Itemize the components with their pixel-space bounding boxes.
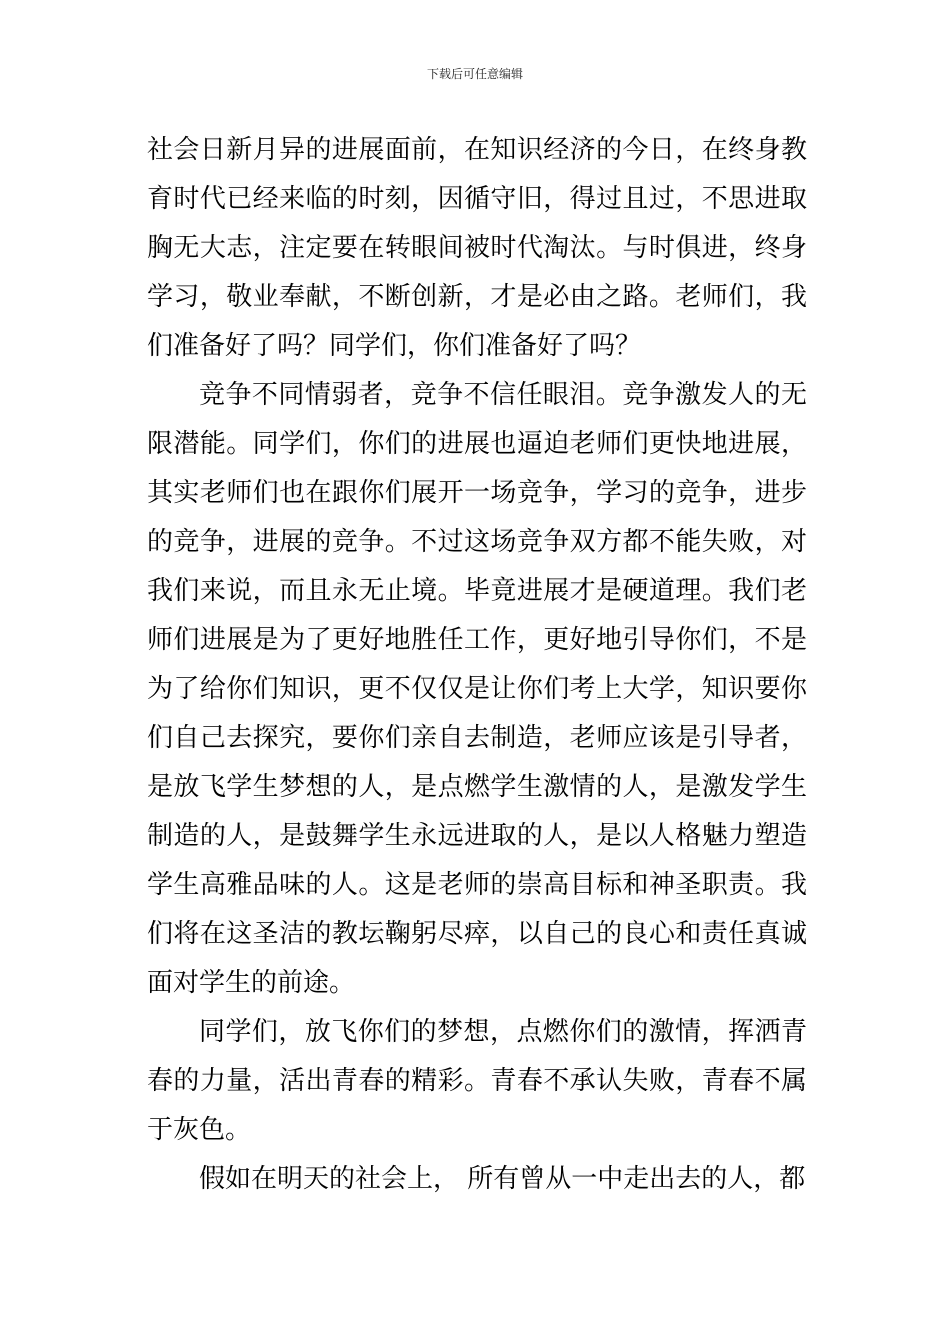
paragraph-4: 假如在明天的社会上， 所有曾从一中走出去的人，都: [199, 1164, 806, 1194]
paragraph-1: 社会日新月异的进展面前，在知识经济的今日，在终身教育时代已经来临的时刻，因循守旧，得过且过，不思进取胸无大志，注定要在转眼间被时代淘汰。与时俱进，终身学习，敬业奉献，不断创新，才是必由之路。老师们，我们准备好了吗？同学们，你们准备好了吗？: [147, 135, 807, 361]
paragraph-3: 同学们，放飞你们的梦想，点燃你们的激情，挥洒青春的力量，活出青春的精彩。青春不承认失败，青春不属于灰色。: [147, 1017, 807, 1145]
page-header: 下载后可任意编辑: [426, 67, 523, 81]
paragraph-2: 竞争不同情弱者，竞争不信任眼泪。竞争激发人的无限潜能。同学们，你们的进展也逼迫老师们更快地进展，其实老师们也在跟你们展开一场竞争，学习的竞争，进步的竞争，进展的竞争。不过这场竞争双方都不能失败，对我们来说，而且永无止境。毕竟进展才是硬道理。我们老师们进展是为了更好地胜任工作，更好地引导你们，不是为了给你们知识，更不仅仅是让你们考上大学，知识要你们自己去探究，要你们亲自去制造，老师应该是引导者，是放飞学生梦想的人，是点燃学生激情的人，是激发学生制造的人，是鼓舞学生永远进取的人，是以人格魅力塑造学生高雅品味的人。这是老师的崇高目标和神圣职责。我们将在这圣洁的教坛鞠躬尽瘁，以自己的良心和责任真诚面对学生的前途。: [147, 380, 807, 998]
document-body: [147, 126, 807, 1204]
